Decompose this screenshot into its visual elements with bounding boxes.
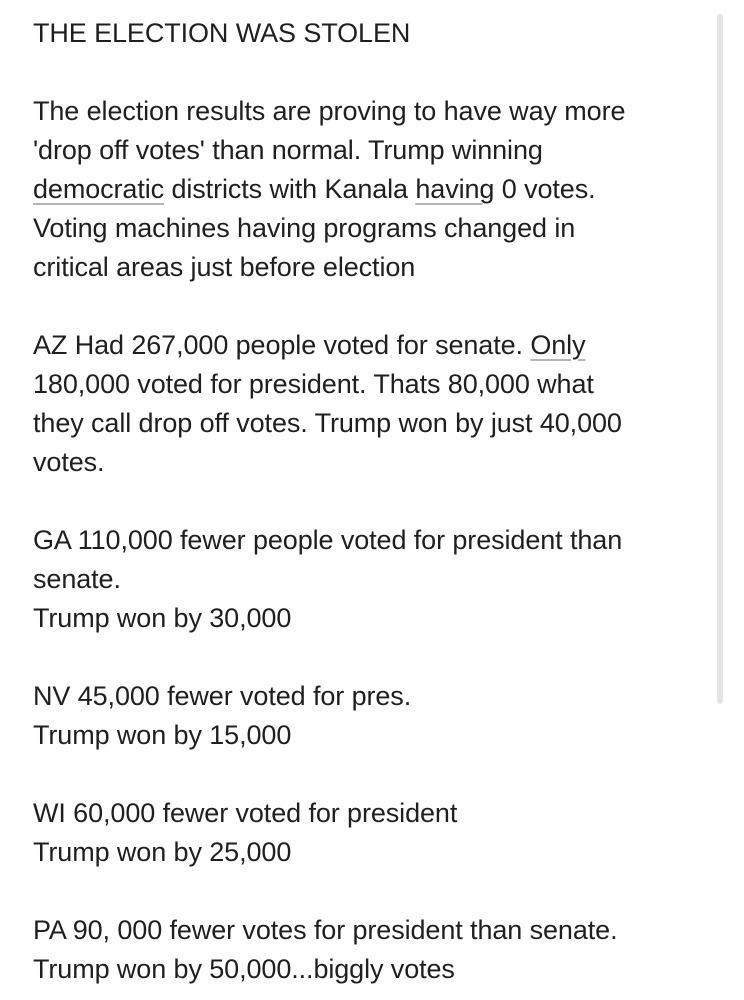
scrollbar-thumb[interactable]	[717, 14, 723, 704]
text-line: Trump won by 15,000	[33, 720, 292, 750]
text-line: NV 45,000 fewer voted for pres.	[33, 681, 412, 711]
text-line: The election results are proving to have way more	[33, 96, 626, 126]
text-line: critical areas just before election	[33, 252, 416, 282]
paragraph-nv	[33, 677, 703, 755]
text-line: they call drop off votes. Trump won by just 40,000	[33, 408, 622, 438]
note-title: THE ELECTION WAS STOLEN	[33, 18, 411, 48]
text-line	[33, 326, 703, 365]
text-line: PA 90, 000 fewer votes for president than senate.	[33, 915, 618, 945]
text-line: Trump won by 30,000	[33, 603, 292, 633]
text-line: senate.	[33, 564, 121, 594]
paragraph-az	[33, 326, 703, 482]
note-body[interactable]	[33, 14, 703, 989]
text-line: 'drop off votes' than normal. Trump winning	[33, 135, 543, 165]
text-line: Trump won by 25,000	[33, 837, 292, 867]
text-line	[33, 170, 703, 209]
text-segment: districts with Kanala	[164, 174, 416, 204]
paragraph-pa	[33, 911, 703, 989]
text-segment: AZ Had 267,000 people voted for senate.	[33, 330, 531, 360]
text-line: GA 110,000 fewer people voted for president than	[33, 525, 623, 555]
paragraph-ga	[33, 521, 703, 638]
text-line: Voting machines having programs changed in	[33, 213, 576, 243]
spellcheck-flagged-word[interactable]: democratic	[33, 174, 165, 204]
spellcheck-flagged-word[interactable]: having	[415, 174, 495, 204]
text-line: WI 60,000 fewer voted for president	[33, 798, 458, 828]
text-line: votes.	[33, 447, 105, 477]
paragraph-wi	[33, 794, 703, 872]
paragraph-intro	[33, 92, 703, 287]
text-line: Trump won by 50,000...biggly votes	[33, 954, 455, 984]
spellcheck-flagged-word[interactable]: Only	[530, 330, 586, 360]
text-line: 180,000 voted for president. Thats 80,000 what	[33, 369, 594, 399]
text-segment: 0 votes.	[494, 174, 596, 204]
